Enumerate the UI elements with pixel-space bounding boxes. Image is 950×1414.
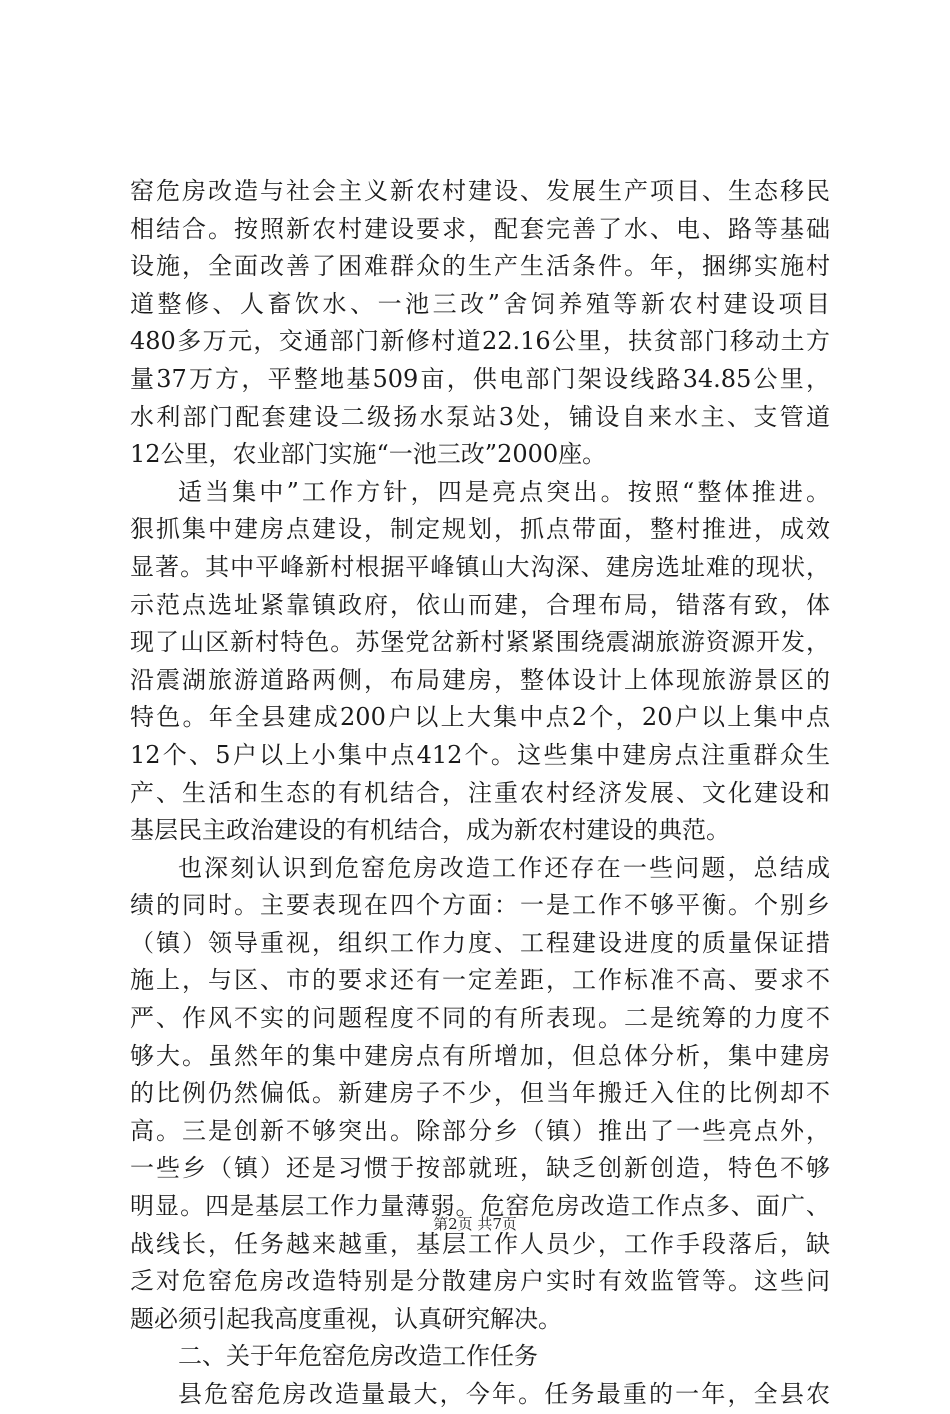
text-line: 基层民主政治建设的有机结合，成为新农村建设的典范。 [130, 816, 730, 845]
section-heading: 二、关于年危窑危房改造工作任务 [178, 1342, 538, 1371]
text-line: （镇）领导重视，组织工作力度、工程建设进度的质量保证措 [130, 928, 830, 957]
text-line: 严、作风不实的问题程度不同的有所表现。二是统筹的力度不 [130, 1004, 830, 1033]
page-number-footer: 第2页 共7页 [433, 1215, 517, 1233]
text-line: 现了山区新村特色。苏堡党岔新村紧紧围绕震湖旅游资源开发， [130, 628, 830, 657]
text-line: 产、生活和生态的有机结合，注重农村经济发展、文化建设和 [130, 778, 830, 807]
paragraph-first-line: 适当集中”工作方针，四是亮点突出。按照“整体推进。 [178, 477, 830, 506]
text-line: 相结合。按照新农村建设要求，配套完善了水、电、路等基础 [130, 214, 830, 243]
text-line: 乏对危窑危房改造特别是分散建房户实时有效监管等。这些问 [130, 1267, 830, 1296]
text-line: 够大。虽然年的集中建房点有所增加，但总体分析，集中建房 [130, 1041, 830, 1070]
text-line: 480多万元，交通部门新修村道22.16公里，扶贫部门移动土方 [130, 327, 830, 356]
text-line: 12个、5户以上小集中点412个。这些集中建房点注重群众生 [130, 740, 830, 769]
text-line: 显著。其中平峰新村根据平峰镇山大沟深、建房选址难的现状， [130, 552, 830, 581]
paragraph-first-line: 县危窑危房改造量最大，今年。任务最重的一年，全县农 [178, 1380, 830, 1408]
text-line: 的比例仍然偏低。新建房子不少，但当年搬迁入住的比例却不 [130, 1079, 830, 1108]
text-line: 明显。四是基层工作力量薄弱。危窑危房改造工作点多、面广、 [130, 1192, 830, 1221]
text-line: 沿震湖旅游道路两侧，布局建房，整体设计上体现旅游景区的 [130, 665, 830, 694]
text-line: 高。三是创新不够突出。除部分乡（镇）推出了一些亮点外， [130, 1116, 830, 1145]
text-line: 施上，与区、市的要求还有一定差距，工作标准不高、要求不 [130, 966, 830, 995]
text-line: 绩的同时。主要表现在四个方面：一是工作不够平衡。个别乡 [130, 891, 830, 920]
text-line: 12公里，农业部门实施“一池三改”2000座。 [130, 440, 607, 469]
text-line: 特色。年全县建成200户以上大集中点2个，20户以上集中点 [130, 703, 830, 732]
text-line: 题必须引起我高度重视，认真研究解决。 [130, 1304, 562, 1333]
paragraph-first-line: 也深刻认识到危窑危房改造工作还存在一些问题，总结成 [178, 853, 830, 882]
text-line: 量37万方，平整地基509亩，供电部门架设线路34.85公里， [130, 364, 830, 393]
text-line: 一些乡（镇）还是习惯于按部就班，缺乏创新创造，特色不够 [130, 1154, 830, 1183]
text-line: 窑危房改造与社会主义新农村建设、发展生产项目、生态移民 [130, 177, 830, 205]
text-line: 水利部门配套建设二级扬水泵站3处，铺设自来水主、支管道 [130, 402, 830, 431]
text-line: 狠抓集中建房点建设，制定规划，抓点带面，整村推进，成效 [130, 515, 830, 544]
text-line: 设施，全面改善了困难群众的生产生活条件。年，捆绑实施村 [130, 252, 830, 281]
text-line: 示范点选址紧靠镇政府，依山而建，合理布局，错落有致，体 [130, 590, 830, 619]
text-line: 道整修、人畜饮水、一池三改”舍饲养殖等新农村建设项目 [130, 289, 830, 318]
text-line: 战线长，任务越来越重，基层工作人员少，工作手段落后，缺 [130, 1229, 830, 1258]
